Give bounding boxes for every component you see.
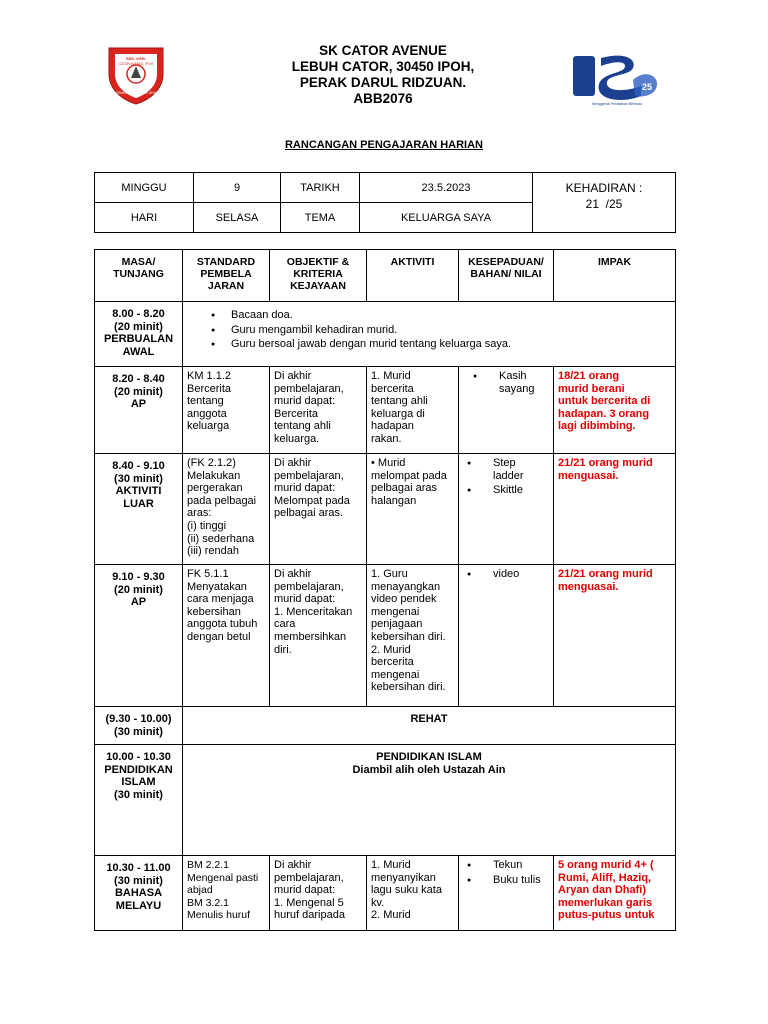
col-objektif: OBJEKTIF & KRITERIA KEJAYAAN bbox=[270, 250, 367, 302]
list-item: ● Kasih sayang bbox=[485, 370, 549, 395]
tema-label: TEMA bbox=[281, 203, 360, 233]
table-row bbox=[95, 856, 676, 931]
time-cell: (9.30 - 10.00) (30 minit) bbox=[95, 707, 183, 745]
svg-text:CATOR AVENUE, IPOH: CATOR AVENUE, IPOH bbox=[118, 62, 154, 66]
impak-cell: 21/21 orang murid menguasai. bbox=[554, 565, 676, 707]
minggu-value: 9 bbox=[194, 173, 281, 203]
tema-value: KELUARGA SAYA bbox=[360, 203, 533, 233]
svg-text:SEK. KEB.: SEK. KEB. bbox=[125, 56, 147, 61]
list-item: ● Skittle bbox=[479, 484, 549, 497]
table-header-row bbox=[95, 250, 676, 302]
table-row bbox=[95, 745, 676, 856]
col-masa: MASA/ TUNJANG bbox=[95, 250, 183, 302]
bahan-cell bbox=[459, 565, 554, 707]
time-cell: 10.30 - 11.00 (30 minit) BAHASA MELAYU bbox=[95, 856, 183, 931]
minggu-label: MINGGU bbox=[95, 173, 194, 203]
col-aktiviti: AKTIVITI bbox=[367, 250, 459, 302]
standard-cell: BM 2.2.1 Mengenal pasti abjad BM 3.2.1 Menulis huruf bbox=[183, 856, 270, 931]
list-item: ● Buku tulis bbox=[479, 874, 549, 887]
table-row bbox=[95, 707, 676, 745]
list-item: ● Bacaan doa. bbox=[231, 309, 671, 322]
aktiviti-cell: 1. Murid bercerita tentang ahli keluarga di hadapan rakan. bbox=[367, 367, 459, 454]
aktiviti-cell: 1. Murid menyanyikan lagu suku kata kv. 2. Murid bbox=[367, 856, 459, 931]
list-item: ● video bbox=[479, 568, 549, 581]
activity-list-cell bbox=[183, 302, 676, 367]
hari-value: SELASA bbox=[194, 203, 281, 233]
school-address-line2: PERAK DARUL RIDZUAN. bbox=[299, 75, 467, 90]
svg-text:25: 25 bbox=[641, 82, 653, 92]
standard-cell: (FK 2.1.2) Melakukan pergerakan pada pelbagai aras: (i) tinggi (ii) sederhana (iii) rendah bbox=[183, 454, 270, 565]
lesson-plan-table bbox=[94, 249, 676, 931]
list-item: ● Step ladder bbox=[479, 457, 549, 482]
time-cell: 9.10 - 9.30 (20 minit) AP bbox=[95, 565, 183, 707]
impak-cell: 5 orang murid 4+ ( Rumi, Aliff, Haziq, Aryan dan Dhafi) memerlukan garis putus-putus untuk bbox=[554, 856, 676, 931]
standard-cell: FK 5.1.1 Menyatakan cara menjaga kebersihan anggota tubuh dengan betul bbox=[183, 565, 270, 707]
school-code: ABB2076 bbox=[353, 91, 413, 106]
table-row bbox=[95, 367, 676, 454]
ministry-logo bbox=[571, 50, 663, 108]
kehadiran-cell bbox=[533, 173, 676, 233]
list-item: ● Tekun bbox=[479, 859, 549, 872]
list-item: ● Guru mengambil kehadiran murid. bbox=[231, 324, 671, 337]
objektif-cell: Di akhir pembelajaran, murid dapat: 1. Mengenal 5 huruf daripada bbox=[270, 856, 367, 931]
svg-text:CEMERLANG UNTUK JAYA: CEMERLANG UNTUK JAYA bbox=[115, 91, 157, 95]
kehadiran-value: 21 /25 bbox=[585, 197, 623, 211]
tarikh-label: TARIKH bbox=[281, 173, 360, 203]
standard-cell: KM 1.1.2 Bercerita tentang anggota keluarga bbox=[183, 367, 270, 454]
school-name: SK CATOR AVENUE bbox=[319, 43, 447, 58]
col-kesepaduan: KESEPADUAN/ BAHAN/ NILAI bbox=[459, 250, 554, 302]
school-header bbox=[218, 43, 548, 107]
pendidikan-islam-cell: PENDIDIKAN ISLAM Diambil alih oleh Ustazah Ain bbox=[183, 745, 676, 856]
objektif-cell: Di akhir pembelajaran, murid dapat: 1. Menceritakan cara membersihkan diri. bbox=[270, 565, 367, 707]
list-item: ● Guru bersoal jawab dengan murid tentang keluarga saya. bbox=[231, 338, 671, 351]
school-address-line1: LEBUH CATOR, 30450 IPOH, bbox=[291, 59, 475, 74]
svg-text:Menggerak Pendidikan Bermutu: Menggerak Pendidikan Bermutu bbox=[591, 102, 643, 106]
table-row bbox=[95, 565, 676, 707]
school-crest-logo bbox=[103, 44, 169, 106]
kehadiran-label: KEHADIRAN : bbox=[565, 181, 643, 195]
time-cell: 8.00 - 8.20 (20 minit) PERBUALAN AWAL bbox=[95, 302, 183, 367]
impak-cell: 18/21 orang murid berani untuk bercerita di hadapan. 3 orang lagi dibimbing. bbox=[554, 367, 676, 454]
aktiviti-cell: 1. Guru menayangkan video pendek mengenai penjagaan kebersihan diri. 2. Murid bercerita mengenai kebersihan diri. bbox=[367, 565, 459, 707]
hari-label: HARI bbox=[95, 203, 194, 233]
table-row bbox=[95, 454, 676, 565]
aktiviti-cell: • Murid melompat pada pelbagai aras halangan bbox=[367, 454, 459, 565]
time-cell: 10.00 - 10.30 PENDIDIKAN ISLAM (30 minit) bbox=[95, 745, 183, 856]
bahan-cell bbox=[459, 856, 554, 931]
rehat-cell: REHAT bbox=[183, 707, 676, 745]
col-standard: STANDARD PEMBELA JARAN bbox=[183, 250, 270, 302]
table-row bbox=[95, 302, 676, 367]
tarikh-value: 23.5.2023 bbox=[360, 173, 533, 203]
objektif-cell: Di akhir pembelajaran, murid dapat: Bercerita tentang ahli keluarga. bbox=[270, 367, 367, 454]
impak-cell: 21/21 orang murid menguasai. bbox=[554, 454, 676, 565]
bahan-cell bbox=[459, 367, 554, 454]
bahan-cell bbox=[459, 454, 554, 565]
col-impak: IMPAK bbox=[554, 250, 676, 302]
objektif-cell: Di akhir pembelajaran, murid dapat: Melompat pada pelbagai aras. bbox=[270, 454, 367, 565]
time-cell: 8.20 - 8.40 (20 minit) AP bbox=[95, 367, 183, 454]
time-cell: 8.40 - 9.10 (30 minit) AKTIVITI LUAR bbox=[95, 454, 183, 565]
document-title: RANCANGAN PENGAJARAN HARIAN bbox=[284, 139, 483, 151]
info-table bbox=[94, 172, 676, 233]
